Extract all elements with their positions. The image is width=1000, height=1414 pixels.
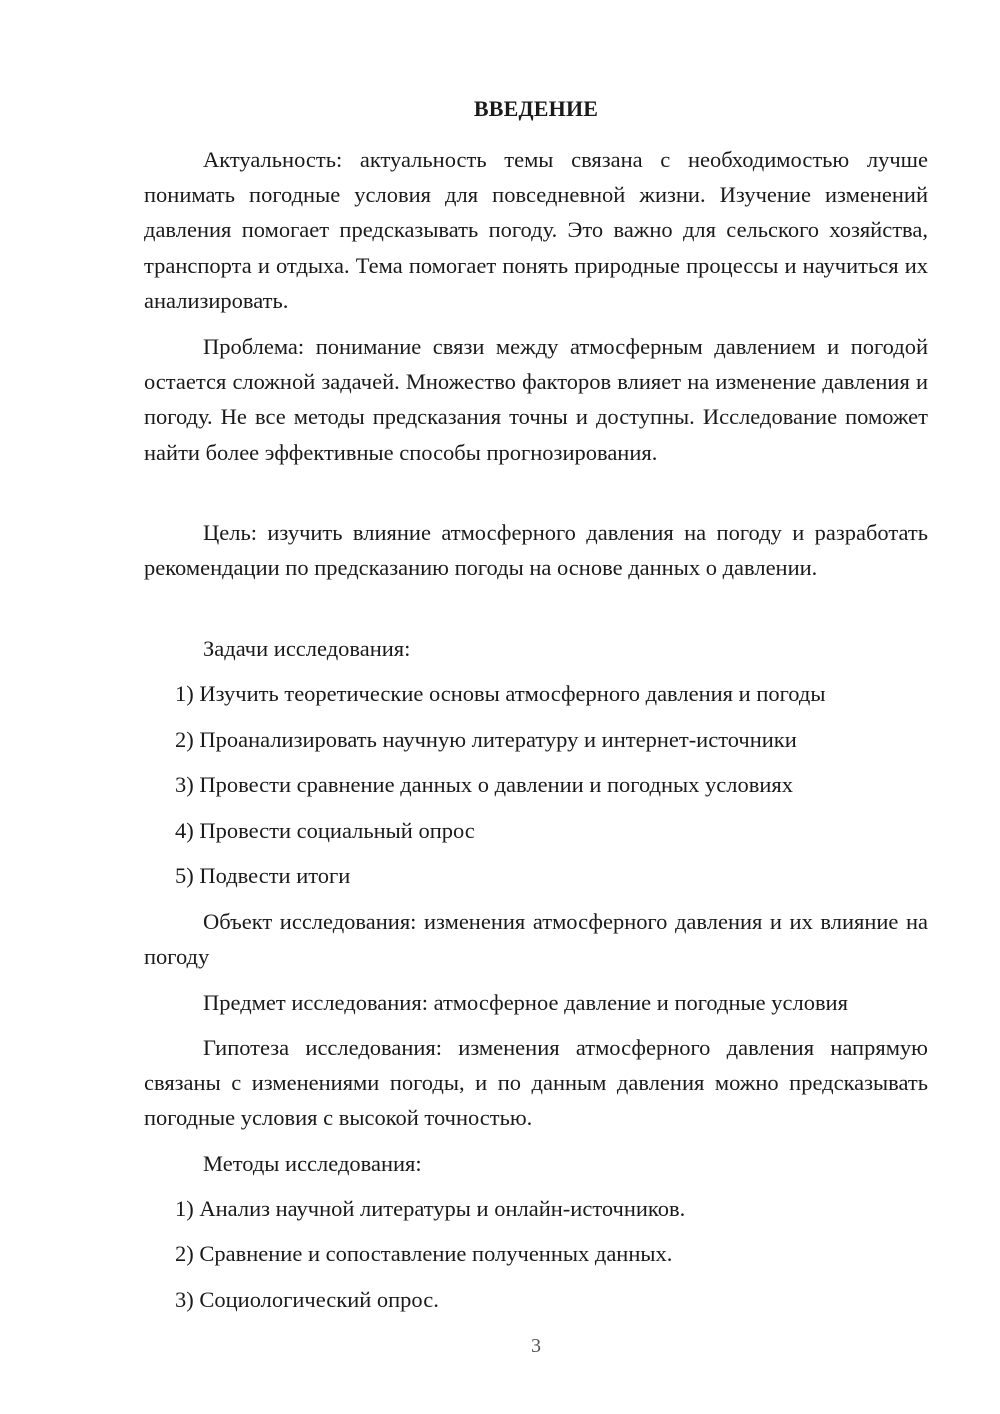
task-item: 1) Изучить теоретические основы атмосферного давления и погоды [175,681,826,706]
page-number: 3 [531,1335,541,1357]
object-paragraph: Объект исследования: изменения атмосферного давления и их влияние на погоду [144,909,928,970]
tasks-heading: Задачи исследования: [203,636,411,661]
method-item: 3) Социологический опрос. [175,1287,439,1312]
hypothesis-paragraph: Гипотеза исследования: изменения атмосферного давления напрямую связаны с изменениями погоды, и по данным давления можно предсказывать погодные условия с высокой точностью. [144,1035,928,1131]
method-item: 2) Сравнение и сопоставление полученных данных. [175,1241,673,1266]
task-item: 4) Провести социальный опрос [175,818,475,843]
problem-paragraph: Проблема: понимание связи между атмосферным давлением и погодой остается сложной задачей. Множество факторов влияет на изменение давления и погоду. Не все методы предсказания точны и доступны. Исследование поможет найти более эффективные способы прогнозирования. [144,334,928,465]
task-item: 2) Проанализировать научную литературу и интернет-источники [175,727,797,752]
subject-paragraph: Предмет исследования: атмосферное давление и погодные условия [203,990,848,1015]
goal-paragraph: Цель: изучить влияние атмосферного давления на погоду и разработать рекомендации по предсказанию погоды на основе данных о давлении. [144,520,928,581]
method-item: 1) Анализ научной литературы и онлайн-источников. [175,1196,686,1221]
relevance-paragraph: Актуальность: актуальность темы связана с необходимостью лучше понимать погодные условия для повседневной жизни. Изучение изменений давления помогает предсказывать погоду. Это важно для сельского хозяйства, транспорта и отдыха. Тема помогает понять природные процессы и научиться их анализировать. [144,147,928,313]
task-item: 5) Подвести итоги [175,863,351,888]
methods-heading: Методы исследования: [203,1151,422,1176]
page-title: ВВЕДЕНИЕ [473,96,599,121]
task-item: 3) Провести сравнение данных о давлении и погодных условиях [175,772,794,797]
